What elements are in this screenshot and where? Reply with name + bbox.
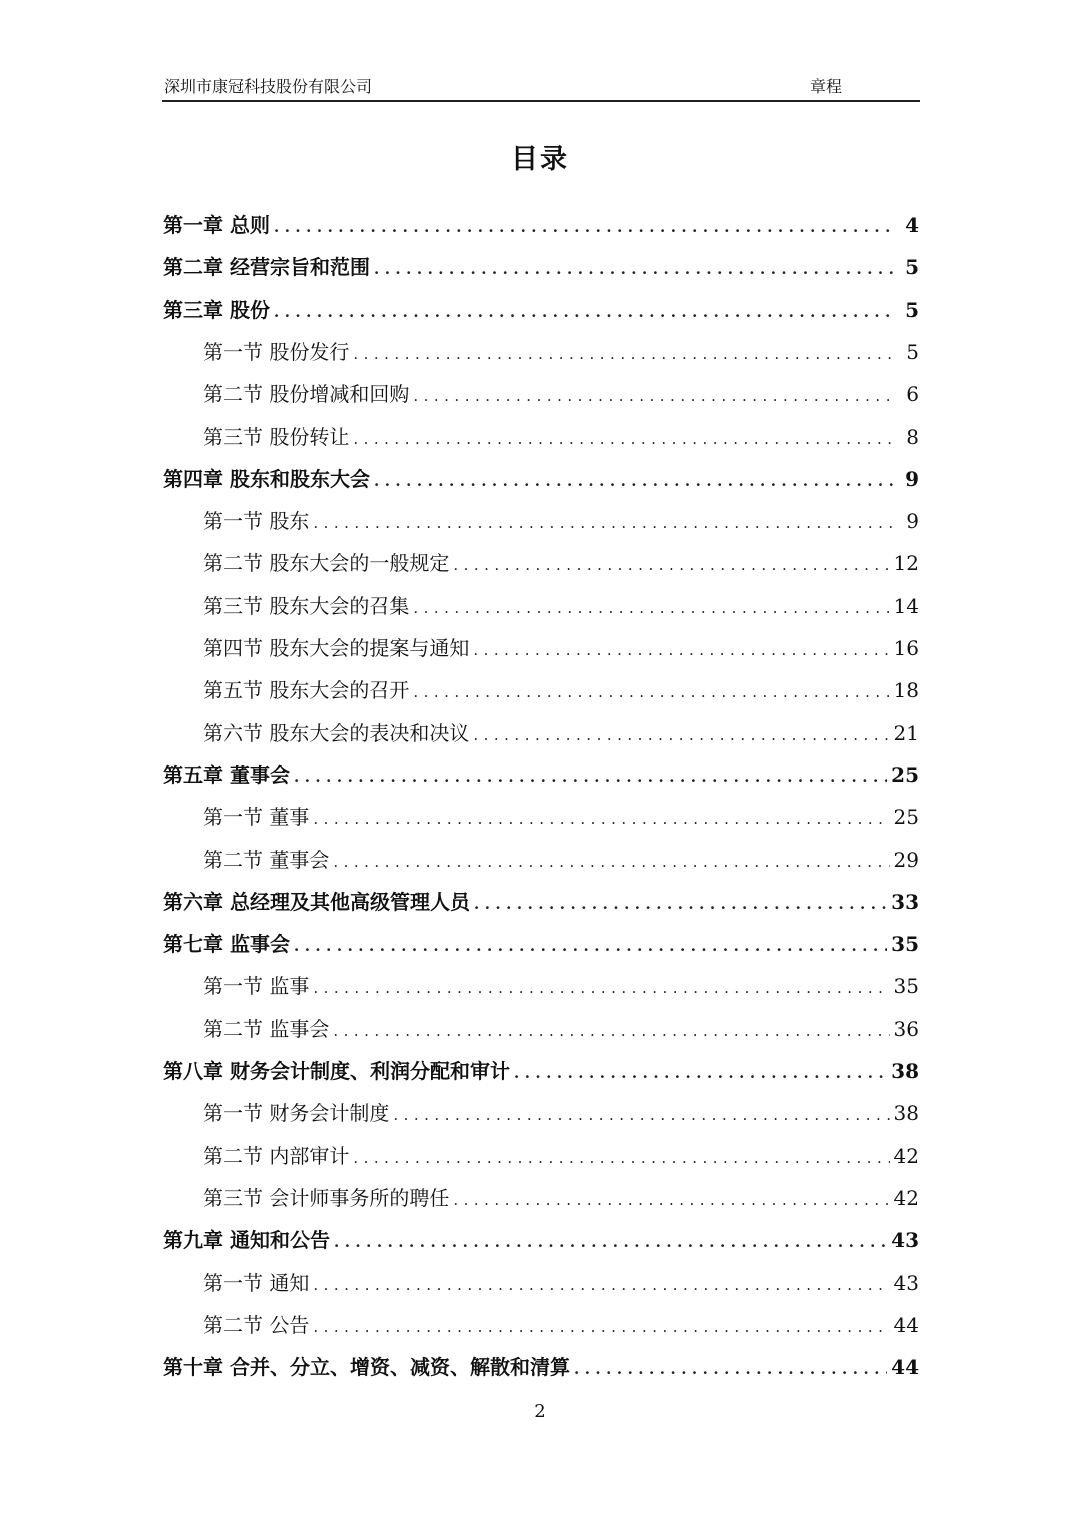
toc-entry-page-number: 16	[893, 636, 919, 660]
toc-entry-label: 第四节 股东大会的提案与通知	[203, 636, 470, 660]
toc-chapter-entry[interactable]	[163, 929, 919, 959]
toc-section-entry[interactable]	[203, 845, 919, 875]
toc-dot-leader	[474, 889, 887, 919]
toc-entry-label: 第一节 监事	[203, 974, 310, 998]
toc-dot-leader	[334, 1227, 887, 1257]
toc-entry-label: 第八章 财务会计制度、利润分配和审计	[163, 1059, 510, 1083]
toc-entry-label: 第二节 监事会	[203, 1017, 330, 1041]
toc-entry-page-number: 6	[906, 382, 919, 406]
toc-entry-page-number: 8	[906, 425, 919, 449]
page-number: 2	[534, 1401, 546, 1422]
toc-section-entry[interactable]	[203, 591, 919, 621]
toc-dot-leader	[413, 677, 889, 707]
toc-dot-leader	[274, 297, 895, 327]
toc-entry-label: 第一节 董事	[203, 805, 310, 829]
toc-dot-leader	[413, 381, 895, 411]
toc-entry-page-number: 44	[891, 1355, 919, 1379]
toc-section-entry[interactable]	[203, 718, 919, 748]
toc-entry-page-number: 21	[893, 721, 919, 745]
toc-section-entry[interactable]	[203, 548, 919, 578]
toc-dot-leader	[393, 1100, 889, 1130]
toc-chapter-entry[interactable]	[163, 210, 919, 240]
toc-entry-label: 第六章 总经理及其他高级管理人员	[163, 890, 470, 914]
toc-dot-leader	[294, 762, 887, 792]
toc-entry-page-number: 5	[906, 340, 919, 364]
toc-entry-page-number: 44	[893, 1313, 919, 1337]
toc-entry-label: 第一节 通知	[203, 1271, 310, 1295]
toc-dot-leader	[374, 466, 895, 496]
toc-entry-label: 第一节 股份发行	[203, 340, 350, 364]
toc-dot-leader	[333, 1016, 889, 1046]
toc-dot-leader	[313, 804, 889, 834]
toc-section-entry[interactable]	[203, 1014, 919, 1044]
toc-entry-label: 第二节 董事会	[203, 848, 330, 872]
toc-entry-page-number: 43	[891, 1228, 919, 1252]
toc-entry-label: 第二节 股份增减和回购	[203, 382, 410, 406]
toc-dot-leader	[514, 1058, 887, 1088]
toc-entry-page-number: 42	[893, 1144, 919, 1168]
toc-chapter-entry[interactable]	[163, 252, 919, 282]
toc-entry-page-number: 18	[893, 678, 919, 702]
toc-entry-label: 第三节 会计师事务所的聘任	[203, 1186, 450, 1210]
toc-entry-page-number: 36	[893, 1017, 919, 1041]
toc-dot-leader	[313, 508, 895, 538]
toc-entry-page-number: 38	[891, 1059, 919, 1083]
toc-entry-page-number: 35	[893, 974, 919, 998]
toc-entry-label: 第二节 股东大会的一般规定	[203, 551, 450, 575]
toc-entry-label: 第二节 公告	[203, 1313, 310, 1337]
toc-dot-leader	[313, 1312, 889, 1342]
toc-entry-page-number: 35	[891, 932, 919, 956]
toc-entry-page-number: 43	[893, 1271, 919, 1295]
toc-section-entry[interactable]	[203, 337, 919, 367]
toc-section-entry[interactable]	[203, 506, 919, 536]
header-company-name: 深圳市康冠科技股份有限公司	[164, 77, 373, 96]
toc-section-entry[interactable]	[203, 675, 919, 705]
toc-dot-leader	[374, 254, 895, 284]
toc-dot-leader	[574, 1354, 887, 1384]
toc-entry-label: 第十章 合并、分立、增资、减资、解散和清算	[163, 1355, 570, 1379]
toc-dot-leader	[453, 1185, 889, 1215]
toc-entry-page-number: 42	[893, 1186, 919, 1210]
toc-dot-leader	[353, 339, 895, 369]
toc-entry-page-number: 12	[893, 551, 919, 575]
toc-entry-page-number: 38	[893, 1101, 919, 1125]
toc-dot-leader	[274, 212, 895, 242]
toc-entry-label: 第三节 股东大会的召集	[203, 594, 410, 618]
toc-entry-label: 第三节 股份转让	[203, 425, 350, 449]
toc-dot-leader	[473, 635, 889, 665]
toc-entry-label: 第二节 内部审计	[203, 1144, 350, 1168]
toc-chapter-entry[interactable]	[163, 887, 919, 917]
toc-entry-label: 第一节 财务会计制度	[203, 1101, 390, 1125]
toc-dot-leader	[313, 1270, 889, 1300]
toc-entry-label: 第二章 经营宗旨和范围	[163, 255, 370, 279]
toc-chapter-entry[interactable]	[163, 1352, 919, 1382]
toc-entry-page-number: 5	[905, 255, 919, 279]
toc-entry-page-number: 25	[893, 805, 919, 829]
toc-section-entry[interactable]	[203, 1183, 919, 1213]
toc-entry-label: 第一节 股东	[203, 509, 310, 533]
toc-entry-page-number: 29	[893, 848, 919, 872]
toc-dot-leader	[353, 424, 895, 454]
toc-chapter-entry[interactable]	[163, 760, 919, 790]
toc-dot-leader	[294, 931, 887, 961]
toc-dot-leader	[453, 550, 889, 580]
toc-section-entry[interactable]	[203, 379, 919, 409]
toc-entry-label: 第五节 股东大会的召开	[203, 678, 410, 702]
header-document-type: 章程	[809, 77, 842, 96]
toc-entry-page-number: 14	[893, 594, 919, 618]
toc-section-entry[interactable]	[203, 1268, 919, 1298]
toc-section-entry[interactable]	[203, 971, 919, 1001]
toc-section-entry[interactable]	[203, 1310, 919, 1340]
toc-entry-label: 第六节 股东大会的表决和决议	[203, 721, 470, 745]
toc-entry-page-number: 4	[905, 213, 919, 237]
toc-dot-leader	[473, 720, 889, 750]
toc-entry-page-number: 9	[906, 509, 919, 533]
toc-section-entry[interactable]	[203, 633, 919, 663]
toc-entry-page-number: 25	[891, 763, 919, 787]
toc-section-entry[interactable]	[203, 802, 919, 832]
toc-entry-label: 第七章 监事会	[163, 932, 290, 956]
toc-section-entry[interactable]	[203, 422, 919, 452]
toc-entry-page-number: 5	[905, 298, 919, 322]
toc-section-entry[interactable]	[203, 1141, 919, 1171]
toc-dot-leader	[413, 593, 889, 623]
page-header	[162, 76, 920, 102]
toc-dot-leader	[313, 973, 889, 1003]
toc-chapter-entry[interactable]	[163, 295, 919, 325]
toc-entry-label: 第九章 通知和公告	[163, 1228, 330, 1252]
toc-dot-leader	[353, 1143, 889, 1173]
toc-entry-label: 第一章 总则	[163, 213, 270, 237]
toc-entry-page-number: 33	[891, 890, 919, 914]
toc-dot-leader	[333, 847, 889, 877]
toc-entry-label: 第四章 股东和股东大会	[163, 467, 370, 491]
toc-entry-label: 第三章 股份	[163, 298, 270, 322]
toc-title: 目录	[511, 144, 569, 175]
toc-section-entry[interactable]	[203, 1098, 919, 1128]
toc-chapter-entry[interactable]	[163, 464, 919, 494]
toc-chapter-entry[interactable]	[163, 1225, 919, 1255]
toc-entry-label: 第五章 董事会	[163, 763, 290, 787]
toc-entry-page-number: 9	[905, 467, 919, 491]
toc-chapter-entry[interactable]	[163, 1056, 919, 1086]
